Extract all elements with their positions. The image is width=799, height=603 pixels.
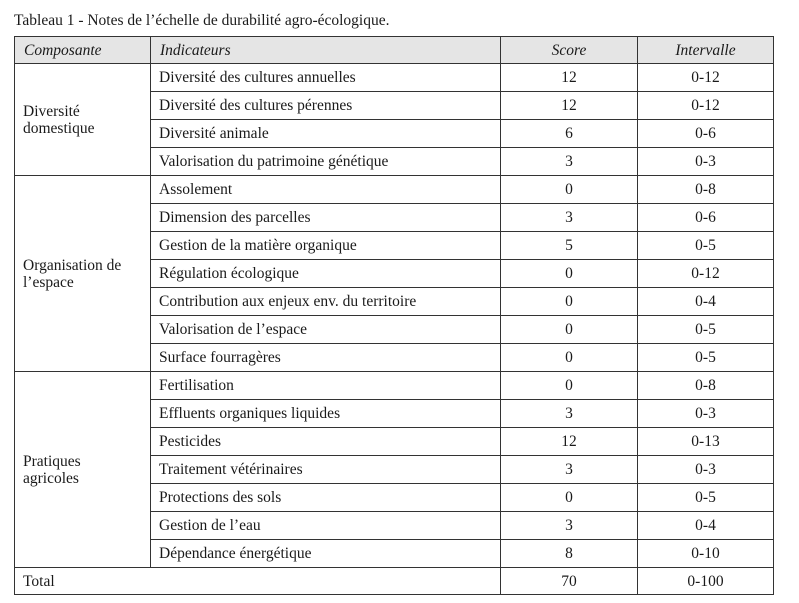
table-body — [15, 64, 774, 595]
indicateur-cell: Diversité des cultures annuelles — [151, 64, 501, 92]
score-cell: 3 — [501, 204, 638, 232]
intervalle-cell: 0-12 — [638, 92, 774, 120]
intervalle-cell: 0-4 — [638, 512, 774, 540]
score-cell: 3 — [501, 456, 638, 484]
intervalle-cell: 0-12 — [638, 260, 774, 288]
total-row — [15, 568, 774, 595]
header-row — [15, 37, 774, 64]
intervalle-cell: 0-5 — [638, 232, 774, 260]
header-intervalle: Intervalle — [638, 37, 774, 64]
score-cell: 5 — [501, 232, 638, 260]
composante-label-line1: Organisation de — [23, 256, 122, 274]
indicateur-cell: Régulation écologique — [151, 260, 501, 288]
indicateur-cell: Dépendance énergétique — [151, 540, 501, 568]
table-row — [15, 372, 774, 400]
intervalle-cell: 0-4 — [638, 288, 774, 316]
composante-label-line2: domestique — [23, 119, 95, 137]
intervalle-cell: 0-3 — [638, 456, 774, 484]
score-cell: 6 — [501, 120, 638, 148]
indicateur-cell: Diversité des cultures pérennes — [151, 92, 501, 120]
total-label: Total — [15, 568, 501, 595]
score-cell: 12 — [501, 64, 638, 92]
intervalle-cell: 0-6 — [638, 204, 774, 232]
score-cell: 8 — [501, 540, 638, 568]
composante-label-line2: l’espace — [23, 273, 74, 291]
indicateur-cell: Valorisation du patrimoine génétique — [151, 148, 501, 176]
score-cell: 12 — [501, 92, 638, 120]
score-cell: 0 — [501, 288, 638, 316]
indicateur-cell: Traitement vétérinaires — [151, 456, 501, 484]
indicateur-cell: Gestion de la matière organique — [151, 232, 501, 260]
intervalle-cell: 0-5 — [638, 484, 774, 512]
intervalle-cell: 0-10 — [638, 540, 774, 568]
intervalle-cell: 0-6 — [638, 120, 774, 148]
intervalle-cell: 0-3 — [638, 400, 774, 428]
intervalle-cell: 0-8 — [638, 372, 774, 400]
indicateur-cell: Protections des sols — [151, 484, 501, 512]
total-score: 70 — [501, 568, 638, 595]
score-cell: 0 — [501, 344, 638, 372]
header-indicateurs: Indicateurs — [151, 37, 501, 64]
intervalle-cell: 0-5 — [638, 316, 774, 344]
score-cell: 12 — [501, 428, 638, 456]
composante-cell — [15, 372, 151, 568]
intervalle-cell: 0-13 — [638, 428, 774, 456]
indicateur-cell: Gestion de l’eau — [151, 512, 501, 540]
total-intervalle: 0-100 — [638, 568, 774, 595]
indicateur-cell: Diversité animale — [151, 120, 501, 148]
durability-table — [14, 36, 774, 595]
score-cell: 0 — [501, 316, 638, 344]
score-cell: 0 — [501, 176, 638, 204]
intervalle-cell: 0-8 — [638, 176, 774, 204]
composante-cell — [15, 64, 151, 176]
composante-cell — [15, 176, 151, 372]
score-cell: 0 — [501, 260, 638, 288]
indicateur-cell: Pesticides — [151, 428, 501, 456]
intervalle-cell: 0-5 — [638, 344, 774, 372]
table-row — [15, 176, 774, 204]
composante-label-line1: Diversité — [23, 102, 80, 120]
table-caption: Tableau 1 - Notes de l’échelle de durabilité agro-écologique. — [14, 12, 390, 29]
composante-label-line2: agricoles — [23, 469, 79, 487]
header-composante: Composante — [15, 37, 151, 64]
score-cell: 0 — [501, 372, 638, 400]
score-cell: 3 — [501, 400, 638, 428]
indicateur-cell: Dimension des parcelles — [151, 204, 501, 232]
indicateur-cell: Contribution aux enjeux env. du territoire — [151, 288, 501, 316]
intervalle-cell: 0-3 — [638, 148, 774, 176]
table-row — [15, 64, 774, 92]
intervalle-cell: 0-12 — [638, 64, 774, 92]
score-cell: 0 — [501, 484, 638, 512]
indicateur-cell: Surface fourragères — [151, 344, 501, 372]
score-cell: 3 — [501, 512, 638, 540]
indicateur-cell: Fertilisation — [151, 372, 501, 400]
indicateur-cell: Valorisation de l’espace — [151, 316, 501, 344]
score-cell: 3 — [501, 148, 638, 176]
composante-label-line1: Pratiques — [23, 452, 81, 470]
header-score: Score — [501, 37, 638, 64]
indicateur-cell: Assolement — [151, 176, 501, 204]
indicateur-cell: Effluents organiques liquides — [151, 400, 501, 428]
